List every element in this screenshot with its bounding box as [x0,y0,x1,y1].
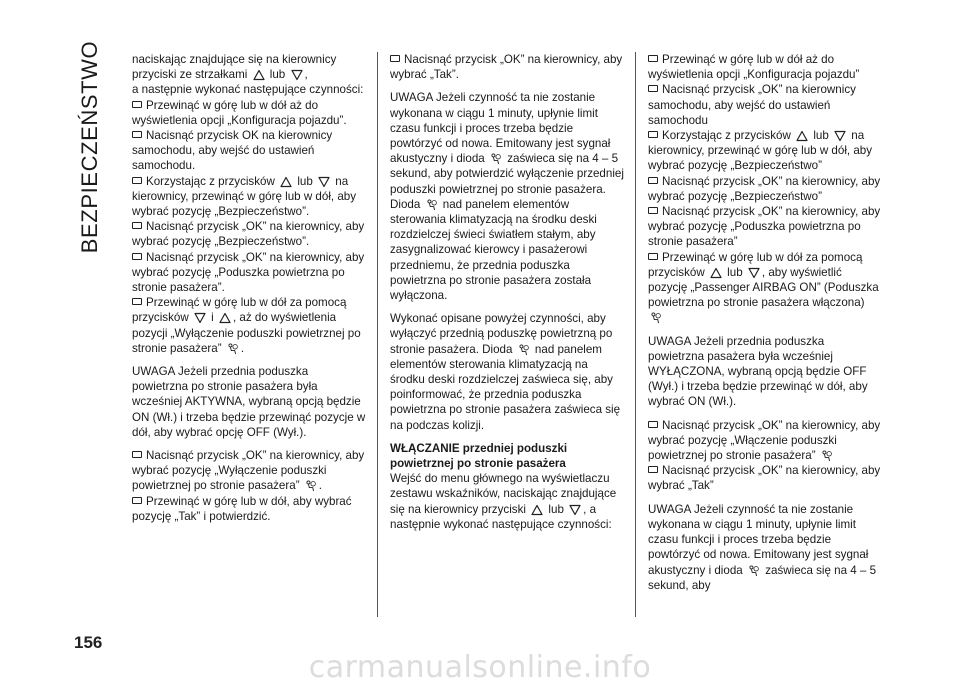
step-box-icon [132,451,142,458]
col2-paragraph: Wykonać opisane powyżej czynności, aby wyłączyć przednią poduszkę powietrzną po stronie pasażera. Dioda nad panelem elementów sterowania klimatyzacją na środku deski rozdzielczej zaświeca się, aby poinformować, że przednia poduszka powietrzna po stronie pasażera zaświeca się na podczas kolizji. [390,312,621,432]
step-box-icon [132,298,142,305]
col3-step-4: Nacisnąć przycisk „OK” na kierownicy, aby wybrać pozycję „Bezpieczeństwo” [648,174,881,203]
col1-step-6: Przewinąć w górę lub w dół za pomocą przycisków i , aż do wyświetlenia pozycji „Wyłączenie poduszki powietrznej po stronie pasażera” . [132,296,361,355]
down-triangle-icon [834,130,846,142]
col3-step-8: Nacisnąć przycisk „OK” na kierownicy, aby wybrać „Tak” [648,464,881,493]
col3-step-2: Nacisnąć przycisk „OK” na kierownicy samochodu, aby wejść do ustawień samochodu [648,83,856,127]
col2-paragraph-2: Wejść do menu głównego na wyświetlaczu zestawu wskaźników, naciskając znajdujące się na kierownicy przyciski lub , a następnie wykonać następujące czynności: [390,472,617,531]
watermark: carmanualsonline.info [308,650,652,685]
col1-step-3: Korzystając z przycisków lub na kierownicy, przewinąć w górę lub w dół, aby wybrać pozycję „Bezpieczeństwo”. [132,174,357,219]
step-box-icon [648,466,658,473]
step-box-icon [390,55,400,62]
column-1 [132,52,366,524]
down-triangle-icon [318,176,330,188]
col3-step-1: Przewinąć w górę lub w dół aż do wyświetlenia opcji „Konfiguracja pojazdu” [648,53,860,82]
airbag-on-icon [650,310,662,324]
col1-intro: naciskając znajdujące się na kierownicy przyciski ze strzałkami lub , a następnie wykonać następujące czynności: [132,53,364,97]
up-triangle-icon [253,69,265,81]
airbag-on-icon [821,448,833,462]
down-triangle-icon [569,504,581,516]
step-box-icon [132,222,142,229]
col3-step-7: Nacisnąć przycisk „OK” na kierownicy, aby wybrać pozycję „Włączenie poduszki powietrznej po stronie pasażera” [648,418,881,463]
airbag-off-icon [227,341,239,355]
col3-note-2: UWAGA Jeżeli czynność ta nie zostanie wykonana w ciągu 1 minuty, upłynie limit czasu funkcji i proces trzeba będzie powtórzyć od nowa. Emitowany jest sygnał akustyczny i dioda zaświeca się na 4 – 5 sekund, aby [648,502,877,592]
up-triangle-icon [531,504,543,516]
step-box-icon [132,101,142,108]
step-box-icon [648,177,658,184]
up-triangle-icon [710,267,722,279]
column-divider-2 [635,52,636,617]
column-3 [648,52,882,593]
step-box-icon [648,421,658,428]
col1-step-5: Nacisnąć przycisk „OK” na kierownicy, aby wybrać pozycję „Poduszka powietrzna po stronie pasażera”. [132,250,365,295]
col3-step-5: Nacisnąć przycisk „OK” na kierownicy, aby wybrać pozycję „Poduszka powietrzna po stronie pasażera” [648,205,881,249]
up-triangle-icon [796,130,808,142]
airbag-off-icon [426,197,438,211]
up-triangle-icon [280,176,292,188]
col1-step-4: Nacisnąć przycisk „OK” na kierownicy, aby wybrać pozycję „Bezpieczeństwo”. [132,220,365,249]
step-box-icon [648,131,658,138]
col1-step-2: Nacisnąć przycisk OK na kierownicy samochodu, aby wejść do ustawień samochodu. [132,129,333,173]
up-triangle-icon [219,312,231,324]
col1-step-8: Przewinąć w górę lub w dół, aby wybrać pozycję „Tak” i potwierdzić. [132,494,352,523]
col2-step-1: Nacisnąć przycisk „OK” na kierownicy, aby wybrać „Tak”. [390,53,623,82]
down-triangle-icon [194,312,206,324]
col2-heading: WŁĄCZANIE przedniej poduszki powietrznej po stronie pasażera [390,441,568,471]
section-title [62,40,118,254]
col1-note: UWAGA Jeżeli przednia poduszka powietrzna po stronie pasażera była wcześniej AKTYWNA, wybraną opcją będzie ON (Wł.) i trzeba będzie przewinąć pozycje w dół, aby wybrać opcję OFF (Wył.). [132,365,366,439]
col2-note: UWAGA Jeżeli czynność ta nie zostanie wykonana w ciągu 1 minuty, upłynie limit czasu funkcji i proces trzeba będzie powtórzyć od nowa. Emitowany jest sygnał akustyczny i dioda zaświeca się na 4 – 5 sekund, aby potwierdzić wyłączenie przedniej poduszki powietrznej po stronie pasażera. Dioda nad panelem elementów sterowania klimatyzacją na środku deski rozdzielczej świeci światłem stałym, aby zasygnalizować kierowcy i pasażerowi przedniemu, że przednia poduszka powietrzna po stronie pasażera została wyłączona. [390,91,624,303]
column-divider-1 [377,52,378,617]
col3-step-3: Korzystając z przycisków lub na kierownicy, przewinąć w górę lub w dół, aby wybrać pozycję „Bezpieczeństwo” [648,129,873,173]
step-box-icon [132,131,142,138]
section-title-text: BEZPIECZEŃSTWO [77,40,102,254]
col1-step-1: Przewinąć w górę lub w dół aż do wyświetlenia opcji „Konfiguracja pojazdu”. [132,98,347,127]
step-box-icon [648,207,658,214]
step-box-icon [132,497,142,504]
down-triangle-icon [291,69,303,81]
col3-step-6: Przewinąć w górę lub w dół za pomocą przycisków lub , aby wyświetlić pozycję „Passenger AIRBAG ON” (Poduszka powietrzna po stronie pasażera włączona) [648,250,882,326]
airbag-off-icon [518,342,530,356]
down-triangle-icon [748,267,760,279]
airbag-off-icon [490,151,502,165]
airbag-on-icon [748,563,760,577]
step-box-icon [132,177,142,184]
col3-note-1: UWAGA Jeżeli przednia poduszka powietrzna pasażera była wcześniej WYŁĄCZONA, wybraną opcją będzie OFF (Wył.) i trzeba będzie przewinąć w dół, aby wybrać ON (Wł.). [648,334,868,409]
col1-step-7: Nacisnąć przycisk „OK” na kierownicy, aby wybrać pozycję „Wyłączenie poduszki powietrznej po stronie pasażera” . [132,449,365,493]
airbag-off-icon [305,478,317,492]
step-box-icon [648,253,658,260]
step-box-icon [648,85,658,92]
column-2 [390,52,624,540]
page-number: 156 [74,633,103,652]
step-box-icon [132,253,142,260]
step-box-icon [648,55,658,62]
